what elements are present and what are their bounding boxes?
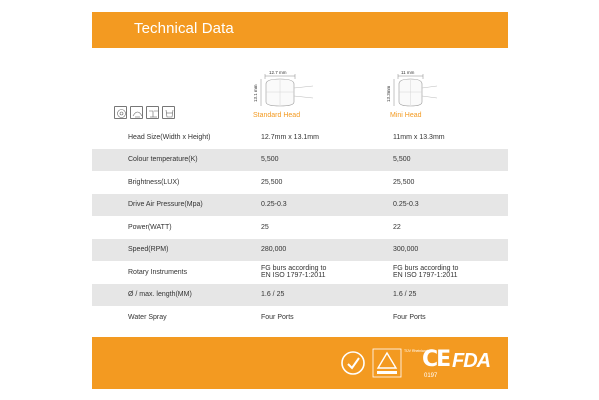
row-label: Head Size(Width x Height) (92, 126, 259, 149)
table-row (92, 284, 508, 307)
table-row (92, 126, 508, 149)
row-label: Colour temperature(K) (92, 149, 259, 172)
table-row (92, 171, 508, 194)
row-label: Rotary Instruments (92, 261, 259, 284)
standard-value-line1: FG burs according to (261, 264, 327, 272)
tuv-badge (372, 348, 402, 378)
table-row (92, 216, 508, 239)
table-row (92, 306, 508, 329)
mini-value: 1.6 / 25 (393, 284, 508, 307)
title-banner (92, 12, 508, 48)
table-row (92, 261, 508, 284)
mini-value: 22 (393, 216, 508, 239)
standard-value: 5,500 (259, 149, 393, 172)
autoclave-icon (114, 106, 127, 119)
standard-value: 1.6 / 25 (259, 284, 393, 307)
ce-mark (422, 347, 450, 379)
ce-label: CE (422, 347, 450, 372)
row-label: Drive Air Pressure(Mpa) (92, 194, 259, 217)
tuv-text: TÜV Rheinland (404, 349, 428, 353)
mini-value-line1: FG burs according to (393, 264, 459, 272)
standard-value: 25 (259, 216, 393, 239)
standard-value-line2: EN ISO 1797-1:2011 (261, 272, 326, 280)
row-label: Speed(RPM) (92, 239, 259, 262)
mini-value (393, 261, 508, 284)
max-temperature-icon (146, 106, 159, 119)
spec-table (92, 126, 508, 329)
mini-head-width-dim: 11 mm (401, 70, 415, 75)
fda-logo (452, 350, 490, 373)
standard-value: 280,000 (259, 239, 393, 262)
mini-head-label: Mini Head (390, 112, 422, 119)
standard-value: Four Ports (259, 306, 393, 329)
standard-value (259, 261, 393, 284)
standard-value: 0.25-0.3 (259, 194, 393, 217)
tuv-triangle-icon (372, 348, 402, 378)
mini-value: 0.25-0.3 (393, 194, 508, 217)
fda-label: FDA (452, 350, 491, 372)
standard-head-label: Standard Head (253, 112, 301, 119)
quality-seal-icon (340, 350, 366, 376)
row-label: Brightness(LUX) (92, 171, 259, 194)
table-row (92, 194, 508, 217)
standard-head-width-dim: 12.7 mm (269, 70, 287, 75)
mini-value: Four Ports (393, 306, 508, 329)
ce-number: 0197 (424, 373, 438, 379)
standard-value: 25,500 (259, 171, 393, 194)
certification-banner (92, 337, 508, 389)
row-label: Water Spray (92, 306, 259, 329)
symbol-icons (114, 106, 175, 119)
page-title: Technical Data (134, 20, 234, 37)
mini-value: 11mm x 13.3mm (393, 126, 508, 149)
mini-value: 5,500 (393, 149, 508, 172)
washable-icon (162, 106, 175, 119)
mini-value: 25,500 (393, 171, 508, 194)
table-row (92, 149, 508, 172)
head-diagrams (92, 64, 508, 126)
thermo-disinfector-icon (130, 106, 143, 119)
mini-value: 300,000 (393, 239, 508, 262)
mini-value-line2: EN ISO 1797-1:2011 (393, 272, 458, 280)
standard-head-height-dim: 13.1 mm (253, 84, 258, 102)
table-row (92, 239, 508, 262)
standard-value: 12.7mm x 13.1mm (259, 126, 393, 149)
row-label: Ø / max. length(MM) (92, 284, 259, 307)
row-label: Power(WATT) (92, 216, 259, 239)
mini-head-height-dim: 13.3mm (386, 85, 391, 102)
